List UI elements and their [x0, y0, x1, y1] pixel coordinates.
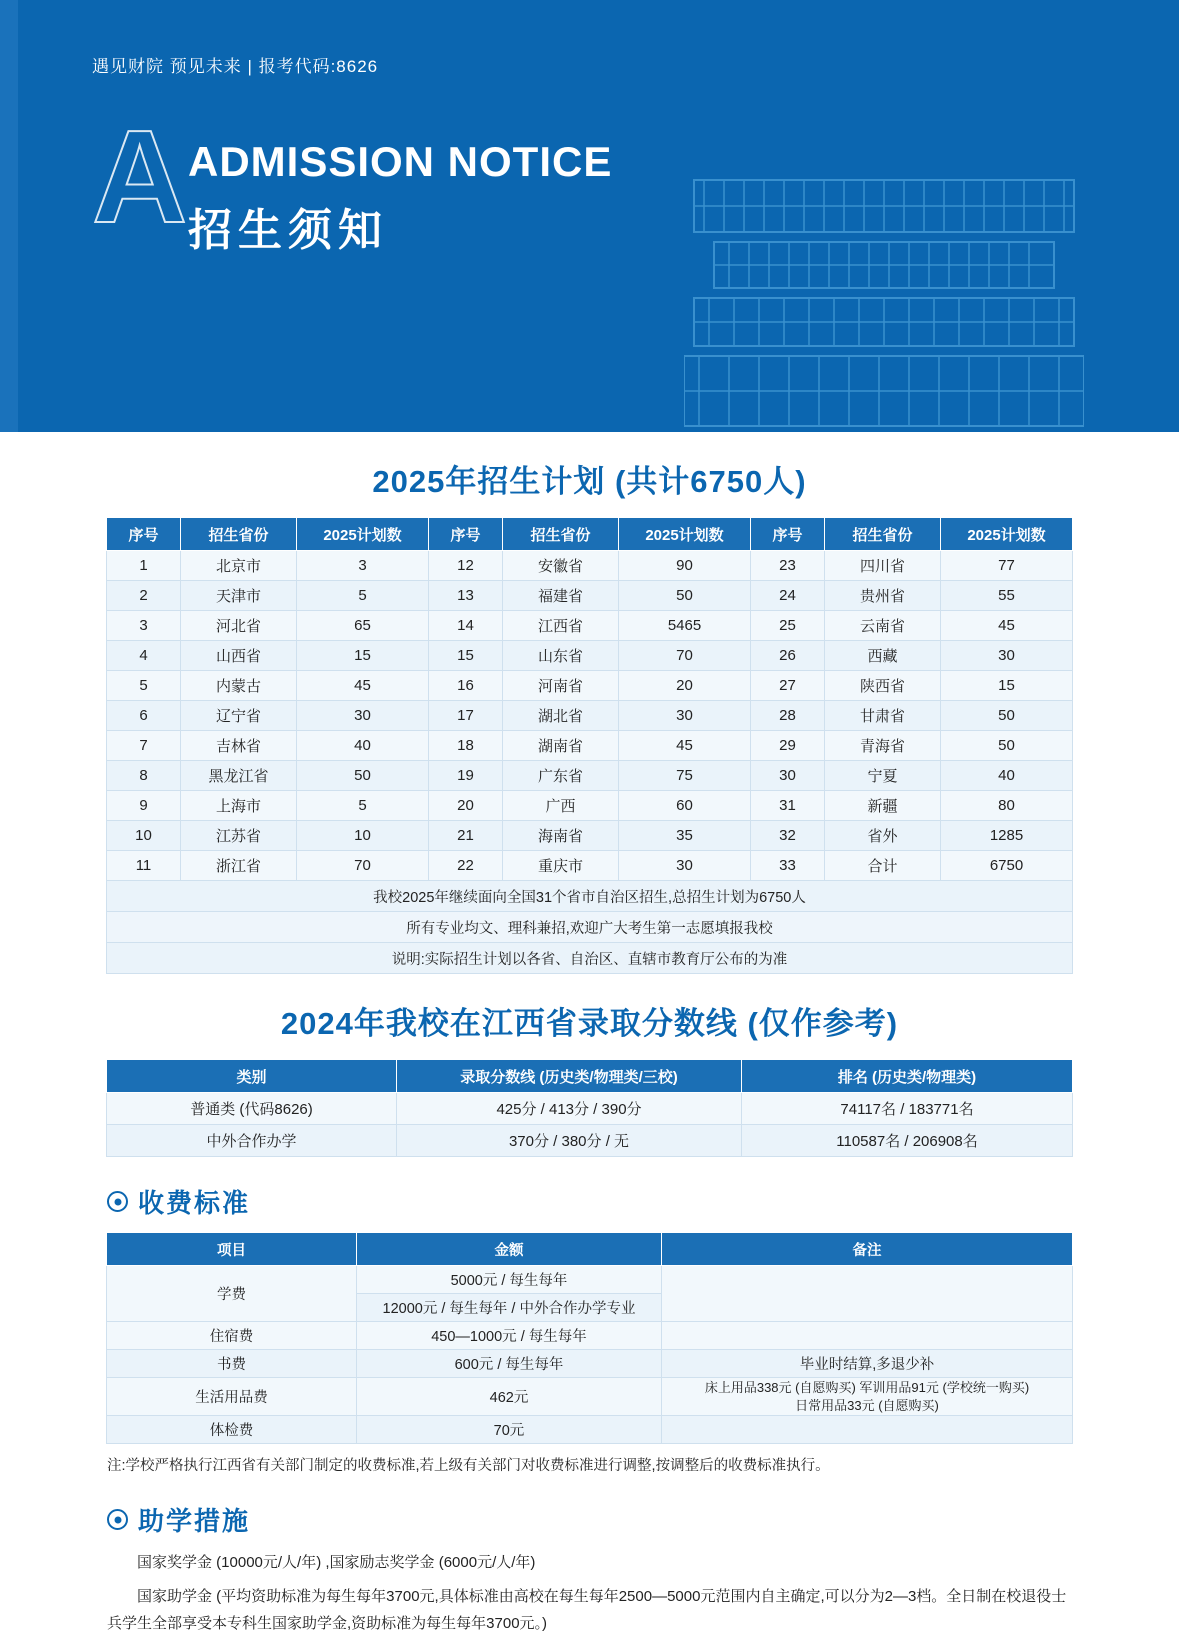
table-cell: 55 — [941, 581, 1073, 611]
table-row — [107, 791, 1073, 821]
table-cell: 甘肃省 — [825, 701, 941, 731]
table-cell: 福建省 — [503, 581, 619, 611]
fee-section-title: 收费标准 — [138, 1188, 251, 1218]
fee-col-header-1: 金额 — [357, 1233, 662, 1266]
table-cell: 28 — [751, 701, 825, 731]
plan-note-row — [107, 943, 1073, 974]
table-cell: 90 — [619, 551, 751, 581]
table-cell: 14 — [429, 611, 503, 641]
table-cell: 海南省 — [503, 821, 619, 851]
table-row — [107, 731, 1073, 761]
header-left-accent-bar — [0, 0, 18, 432]
table-cell: 新疆 — [825, 791, 941, 821]
table-cell: 27 — [751, 671, 825, 701]
fee-amount-cell: 12000元 / 每生每年 / 中外合作办学专业 — [357, 1294, 662, 1322]
table-cell: 110587名 / 206908名 — [742, 1125, 1073, 1157]
table-cell: 65 — [297, 611, 429, 641]
table-cell: 7 — [107, 731, 181, 761]
plan-col-header-2: 2025计划数 — [297, 518, 429, 551]
table-cell: 30 — [751, 761, 825, 791]
table-cell: 河北省 — [181, 611, 297, 641]
table-cell: 40 — [941, 761, 1073, 791]
table-cell: 26 — [751, 641, 825, 671]
table-row — [107, 821, 1073, 851]
table-cell: 3 — [107, 611, 181, 641]
table-cell: 24 — [751, 581, 825, 611]
table-row — [107, 1350, 1073, 1378]
bullet-ring-icon — [107, 1191, 128, 1212]
table-cell: 天津市 — [181, 581, 297, 611]
fee-remark-cell — [662, 1322, 1073, 1350]
table-cell: 12 — [429, 551, 503, 581]
table-cell: 陕西省 — [825, 671, 941, 701]
table-cell: 45 — [619, 731, 751, 761]
fee-note: 注:学校严格执行江西省有关部门制定的收费标准,若上级有关部门对收费标准进行调整,按调整后的收费标准执行。 — [107, 1458, 830, 1475]
table-cell: 青海省 — [825, 731, 941, 761]
fee-col-header-2: 备注 — [662, 1233, 1073, 1266]
table-cell: 内蒙古 — [181, 671, 297, 701]
plan-col-header-7: 招生省份 — [825, 518, 941, 551]
table-cell: 45 — [941, 611, 1073, 641]
table-cell: 5465 — [619, 611, 751, 641]
table-cell: 33 — [751, 851, 825, 881]
table-row — [107, 1322, 1073, 1350]
fee-amount-cell: 450—1000元 / 每生每年 — [357, 1322, 662, 1350]
table-cell: 50 — [941, 731, 1073, 761]
plan-note-row — [107, 912, 1073, 943]
table-cell: 15 — [429, 641, 503, 671]
table-cell: 贵州省 — [825, 581, 941, 611]
table-cell: 15 — [941, 671, 1073, 701]
table-cell: 广东省 — [503, 761, 619, 791]
table-cell: 吉林省 — [181, 731, 297, 761]
table-cell: 77 — [941, 551, 1073, 581]
page-title-english: ADMISSION NOTICE — [188, 138, 613, 185]
fee-item-cell: 住宿费 — [107, 1322, 357, 1350]
table-cell: 江苏省 — [181, 821, 297, 851]
table-cell: 3 — [297, 551, 429, 581]
aid-paragraph-scholarship: 国家奖学金 (10000元/人/年) ,国家励志奖学金 (6000元/人/年) — [137, 1554, 536, 1572]
fee-item-cell: 体检费 — [107, 1416, 357, 1444]
bullet-ring-icon — [107, 1509, 128, 1530]
table-cell: 425分 / 413分 / 390分 — [397, 1093, 742, 1125]
table-cell: 17 — [429, 701, 503, 731]
fee-item-cell: 书费 — [107, 1350, 357, 1378]
fee-remark-cell: 毕业时结算,多退少补 — [662, 1350, 1073, 1378]
table-cell: 湖南省 — [503, 731, 619, 761]
table-cell: 30 — [941, 641, 1073, 671]
table-cell: 70 — [297, 851, 429, 881]
page-title-chinese: 招生须知 — [188, 206, 388, 255]
table-cell: 21 — [429, 821, 503, 851]
table-row — [107, 671, 1073, 701]
plan-note-1: 所有专业均文、理科兼招,欢迎广大考生第一志愿填报我校 — [107, 912, 1073, 943]
table-cell: 安徽省 — [503, 551, 619, 581]
table-cell: 50 — [941, 701, 1073, 731]
table-cell: 20 — [429, 791, 503, 821]
table-cell: 北京市 — [181, 551, 297, 581]
table-cell: 31 — [751, 791, 825, 821]
fee-remark-cell: 床上用品338元 (自愿购买) 军训用品91元 (学校统一购买) 日常用品33元 (自愿购买) — [662, 1378, 1073, 1416]
aid-section-heading — [107, 1501, 1179, 1538]
table-row — [107, 581, 1073, 611]
table-row — [107, 611, 1073, 641]
table-cell: 辽宁省 — [181, 701, 297, 731]
table-cell: 中外合作办学 — [107, 1125, 397, 1157]
admission-plan-table — [106, 517, 1073, 974]
score-line-table — [106, 1059, 1073, 1157]
table-cell: 20 — [619, 671, 751, 701]
table-cell: 40 — [297, 731, 429, 761]
table-cell: 35 — [619, 821, 751, 851]
table-cell: 西藏 — [825, 641, 941, 671]
plan-section-title: 2025年招生计划 (共计6750人) — [372, 464, 807, 499]
table-cell: 1 — [107, 551, 181, 581]
plan-table-header-row — [107, 518, 1073, 551]
table-row — [107, 851, 1073, 881]
table-row — [107, 761, 1073, 791]
table-cell: 32 — [751, 821, 825, 851]
table-cell: 29 — [751, 731, 825, 761]
table-cell: 四川省 — [825, 551, 941, 581]
header-tagline: 遇见财院 预见未来 | 报考代码:8626 — [92, 57, 379, 76]
plan-note-row — [107, 881, 1073, 912]
table-cell: 合计 — [825, 851, 941, 881]
table-cell: 1285 — [941, 821, 1073, 851]
table-row — [107, 701, 1073, 731]
score-table-header-row — [107, 1060, 1073, 1093]
table-cell: 70 — [619, 641, 751, 671]
aid-paragraph-grant: 国家助学金 (平均资助标准为每生每年3700元,具体标准由高校在每生每年2500—5000元范围内自主确定,可以分为2—3档。全日制在校退役士兵学生全部享受本专科生国家助学金,资助标准为每生每年3700元。) — [107, 1588, 1067, 1632]
plan-col-header-8: 2025计划数 — [941, 518, 1073, 551]
table-cell: 山西省 — [181, 641, 297, 671]
table-cell: 11 — [107, 851, 181, 881]
table-cell: 25 — [751, 611, 825, 641]
table-cell: 黑龙江省 — [181, 761, 297, 791]
table-cell: 18 — [429, 731, 503, 761]
table-cell: 60 — [619, 791, 751, 821]
fee-amount-cell: 70元 — [357, 1416, 662, 1444]
table-cell: 30 — [619, 701, 751, 731]
table-cell: 45 — [297, 671, 429, 701]
table-cell: 75 — [619, 761, 751, 791]
table-cell: 10 — [297, 821, 429, 851]
plan-col-header-6: 序号 — [751, 518, 825, 551]
fee-col-header-0: 项目 — [107, 1233, 357, 1266]
table-row — [107, 641, 1073, 671]
table-cell: 5 — [297, 581, 429, 611]
table-cell: 浙江省 — [181, 851, 297, 881]
fee-amount-cell: 462元 — [357, 1378, 662, 1416]
table-cell: 30 — [619, 851, 751, 881]
campus-building-decoration-icon — [684, 160, 1084, 430]
score-section-title: 2024年我校在江西省录取分数线 (仅作参考) — [280, 1006, 899, 1041]
letter-a-outline: A — [92, 103, 188, 250]
table-cell: 6750 — [941, 851, 1073, 881]
table-row — [107, 1378, 1073, 1416]
table-cell: 6 — [107, 701, 181, 731]
plan-col-header-4: 招生省份 — [503, 518, 619, 551]
fee-remark-cell — [662, 1416, 1073, 1444]
table-row — [107, 1093, 1073, 1125]
plan-col-header-5: 2025计划数 — [619, 518, 751, 551]
table-cell: 上海市 — [181, 791, 297, 821]
table-cell: 13 — [429, 581, 503, 611]
table-cell: 湖北省 — [503, 701, 619, 731]
table-row — [107, 1416, 1073, 1444]
table-cell: 80 — [941, 791, 1073, 821]
table-cell: 9 — [107, 791, 181, 821]
table-cell: 30 — [297, 701, 429, 731]
table-cell: 5 — [107, 671, 181, 701]
table-cell: 江西省 — [503, 611, 619, 641]
table-cell: 50 — [619, 581, 751, 611]
table-cell: 2 — [107, 581, 181, 611]
table-row — [107, 551, 1073, 581]
fee-section-heading — [107, 1183, 1179, 1220]
plan-note-0: 我校2025年继续面向全国31个省市自治区招生,总招生计划为6750人 — [107, 881, 1073, 912]
table-cell: 普通类 (代码8626) — [107, 1093, 397, 1125]
table-cell: 50 — [297, 761, 429, 791]
table-cell: 河南省 — [503, 671, 619, 701]
plan-col-header-3: 序号 — [429, 518, 503, 551]
fee-table-header-row — [107, 1233, 1073, 1266]
table-cell: 山东省 — [503, 641, 619, 671]
table-cell: 广西 — [503, 791, 619, 821]
table-cell: 云南省 — [825, 611, 941, 641]
page-header — [0, 0, 1179, 432]
table-cell: 74117名 / 183771名 — [742, 1093, 1073, 1125]
table-cell: 重庆市 — [503, 851, 619, 881]
table-cell: 4 — [107, 641, 181, 671]
table-cell: 5 — [297, 791, 429, 821]
table-cell: 15 — [297, 641, 429, 671]
table-cell: 22 — [429, 851, 503, 881]
plan-col-header-1: 招生省份 — [181, 518, 297, 551]
table-cell: 8 — [107, 761, 181, 791]
table-row — [107, 1266, 1073, 1294]
table-row — [107, 1125, 1073, 1157]
page-content — [0, 456, 1179, 1637]
table-cell: 16 — [429, 671, 503, 701]
fee-remark-cell — [662, 1266, 1073, 1322]
table-cell: 23 — [751, 551, 825, 581]
table-cell: 19 — [429, 761, 503, 791]
table-cell: 省外 — [825, 821, 941, 851]
score-col-header-0: 类别 — [107, 1060, 397, 1093]
table-cell: 10 — [107, 821, 181, 851]
plan-col-header-0: 序号 — [107, 518, 181, 551]
score-col-header-1: 录取分数线 (历史类/物理类/三校) — [397, 1060, 742, 1093]
fee-amount-cell: 5000元 / 每生每年 — [357, 1266, 662, 1294]
table-cell: 370分 / 380分 / 无 — [397, 1125, 742, 1157]
fee-item-cell: 生活用品费 — [107, 1378, 357, 1416]
fee-standard-table — [106, 1232, 1073, 1444]
fee-amount-cell: 600元 / 每生每年 — [357, 1350, 662, 1378]
fee-item-cell: 学费 — [107, 1266, 357, 1322]
aid-section-title: 助学措施 — [138, 1506, 251, 1537]
score-col-header-2: 排名 (历史类/物理类) — [742, 1060, 1073, 1093]
table-cell: 宁夏 — [825, 761, 941, 791]
plan-note-2: 说明:实际招生计划以各省、自治区、直辖市教育厅公布的为准 — [107, 943, 1073, 974]
